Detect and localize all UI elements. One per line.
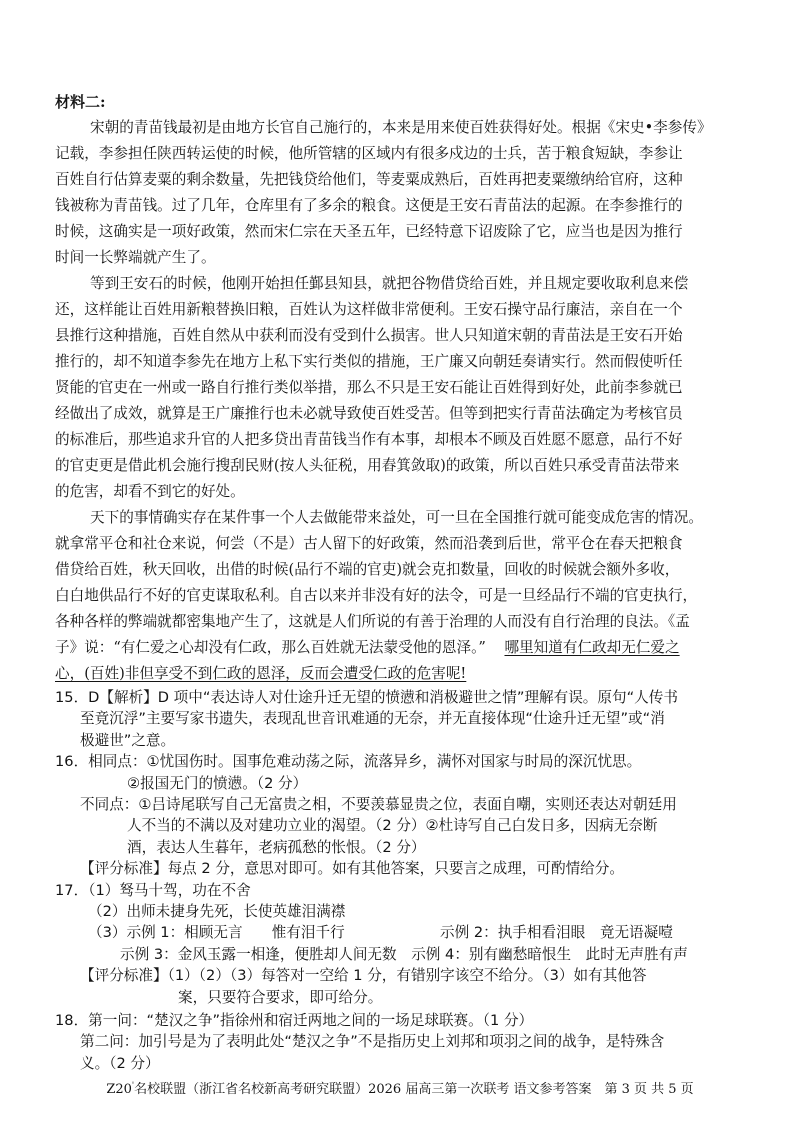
paragraph-line: 经做出了成效，就算是王广廉推行也未必就导致使百姓受苦。但等到把实行青苗法确定为考核官员 xyxy=(55,405,683,422)
paragraph-line: 钱被称为青苗钱。过了几年，仓库里有了多余的粮食。这便是王安石青苗法的起源。在李参推行的 xyxy=(55,197,683,214)
underlined-answer-text: 心，(百姓)非但享受不到仁政的恩泽，反而会遭受仁政的危害呢! xyxy=(55,665,467,682)
answer-17-line: （2）出师未捷身先死，长使英雄泪满襟 xyxy=(88,903,346,920)
paragraph-line: 天下的事情确实存在某件事一个人去做能带来益处，可一旦在全国推行就可能变成危害的情况。 xyxy=(90,509,703,526)
paragraph-line: 推行的，却不知道李参先在地方上私下实行类似的措施，王广廉又向朝廷奏请实行。然而假使听任 xyxy=(55,353,683,370)
paragraph-line: 的官吏更是借此机会施行搜刮民财(按人头征税，用舂箕敛取)的政策，所以百姓只承受青苗法带来 xyxy=(55,457,680,474)
paragraph-line: 就拿常平仓和社仓来说，何尝（不是）古人留下的好政策，然而沿袭到后世，常平仓在春天把粮食 xyxy=(55,535,683,552)
answer-16-line: 人不当的不满以及对建功立业的渴望。（2 分）②杜诗写自己白发日多，因病无奈断 xyxy=(127,817,658,835)
paragraph-line: 宋朝的青苗钱最初是由地方长官自己施行的，本来是用来使百姓获得好处。根据《宋史•李参传》 xyxy=(90,119,712,136)
paragraph-line: 借贷给百姓，秋天回收，出借的时候(品行不端的官吏)就会克扣数量，回收的时候就会额外多收， xyxy=(55,561,680,578)
footer-prefix: Z20 xyxy=(106,1082,132,1097)
paragraph-line: 白白地供品行不好的官吏谋取私利。自古以来并非没有好的法令，可是一旦经品行不端的官吏执行， xyxy=(55,587,698,604)
paragraph-line: 记载，李参担任陕西转运使的时候，他所管辖的区域内有很多戍边的士兵，苦于粮食短缺，李参让 xyxy=(55,145,683,162)
paragraph-line: 百姓自行估算麦粟的剩余数量，先把钱贷给他们，等麦粟成熟后，百姓再把麦粟缴纳给官府，这种 xyxy=(55,171,683,188)
answer-17-line: 示例 3：金风玉露一相逢，便胜却人间无数 示例 4：别有幽愁暗恨生 此时无声胜有声 xyxy=(120,945,688,963)
paragraph-line: 的标准后，那些追求升官的人把多贷出青苗钱当作有本事，却根本不顾及百姓愿不愿意，品行不好 xyxy=(55,431,683,448)
answer-18-line: 义。（2 分） xyxy=(80,1054,160,1072)
answer-15-line: 极避世”之意。 xyxy=(80,731,176,749)
answer-15-line: 至竟沉浮”主要写家书遗失，表现乱世音讯难通的无奈，并无直接体现“仕途升迁无望”或“消 xyxy=(80,710,665,728)
quote-text: 子》说：“有仁爱之心却没有仁政，那么百姓就无法蒙受他的恩泽。” xyxy=(55,639,486,656)
answer-17-line: 示例 2：执手相看泪眼 竟无语凝噎 xyxy=(440,924,673,942)
footer-mark: ' xyxy=(131,1080,135,1090)
material-heading: 材料二: xyxy=(55,93,106,111)
answer-16-line: ②报国无门的愤懑。（2 分） xyxy=(127,774,308,792)
underlined-answer-text: 哪里知道有仁政却无仁爱之 xyxy=(504,639,680,656)
answer-16-scoring: 【评分标准】每点 2 分，意思对即可。如有其他答案，只要言之成理，可酌情给分。 xyxy=(80,860,624,878)
answer-17: 17．（1）驽马十驾，功在不舍 xyxy=(55,881,251,899)
paragraph-line: 时间一长弊端就产生了。 xyxy=(55,249,216,266)
answer-16: 16．相同点：①忧国伤时。国事危难动荡之际，流落异乡，满怀对国家与时局的深沉忧思。 xyxy=(55,753,642,771)
answer-16-line: 酒，表达人生暮年，老病孤愁的怅恨。（2 分） xyxy=(127,838,426,856)
answer-15: 15．D【解析】D 项中“表达诗人对仕途升迁无望的愤懑和消极避世之情”理解有误。原句“人传书 xyxy=(55,689,678,706)
footer-text: 名校联盟（浙江省名校新高考研究联盟）2026 届高三第一次联考 语文参考答案 第 3 页 共 5 页 xyxy=(134,1082,694,1097)
answer-17-line: （3）示例 1：相顾无言 惟有泪千行 xyxy=(88,924,345,942)
answer-18-line: 第二问：加引号是为了表明此处“楚汉之争”不是指历史上刘邦和项羽之间的战争，是特殊含 xyxy=(80,1033,665,1051)
paragraph-line: 还，这样能让百姓用新粮替换旧粮，百姓认为这样做非常便利。王安石操守品行廉洁，亲自在一个 xyxy=(55,301,683,318)
answer-18: 18．第一问：“楚汉之争”指徐州和宿迁两地之间的一场足球联赛。（1 分） xyxy=(55,1012,534,1029)
paragraph-line: 时候，这确实是一项好政策，然而宋仁宗在天圣五年，已经特意下诏废除了它，应当也是因为推行 xyxy=(55,223,683,240)
paragraph-line: 各种各样的弊端就都密集地产生了，这就是人们所说的有善于治理的人而没有自行治理的良法。《孟 xyxy=(55,613,690,630)
answer-17-scoring: 【评分标准】（1）（2）（3）每答对一空给 1 分，有错别字该空不给分。（3）如有其他答 xyxy=(80,967,647,985)
page-footer xyxy=(0,1078,800,1097)
paragraph-line: 等到王安石的时候，他刚开始担任鄞县知县，就把谷物借贷给百姓，并且规定要收取利息来偿 xyxy=(90,275,689,292)
paragraph-line: 贤能的官吏在一州或一路自行推行类似举措，那么不只是王安石能让百姓得到好处，此前李参就已 xyxy=(55,379,683,396)
answer-16-line: 不同点：①吕诗尾联写自己无富贵之相，不要羡慕显贵之位，表面自嘲，实则还表达对朝廷用 xyxy=(80,796,677,813)
answer-17-scoring-line: 案，只要符合要求，即可给分。 xyxy=(178,988,383,1006)
paragraph-line: 的危害，却看不到它的好处。 xyxy=(55,483,245,500)
paragraph-line: 县推行这种措施，百姓自然从中获利而没有受到什么损害。世人只知道宋朝的青苗法是王安石开始 xyxy=(55,327,683,344)
paragraph-line xyxy=(55,638,680,658)
